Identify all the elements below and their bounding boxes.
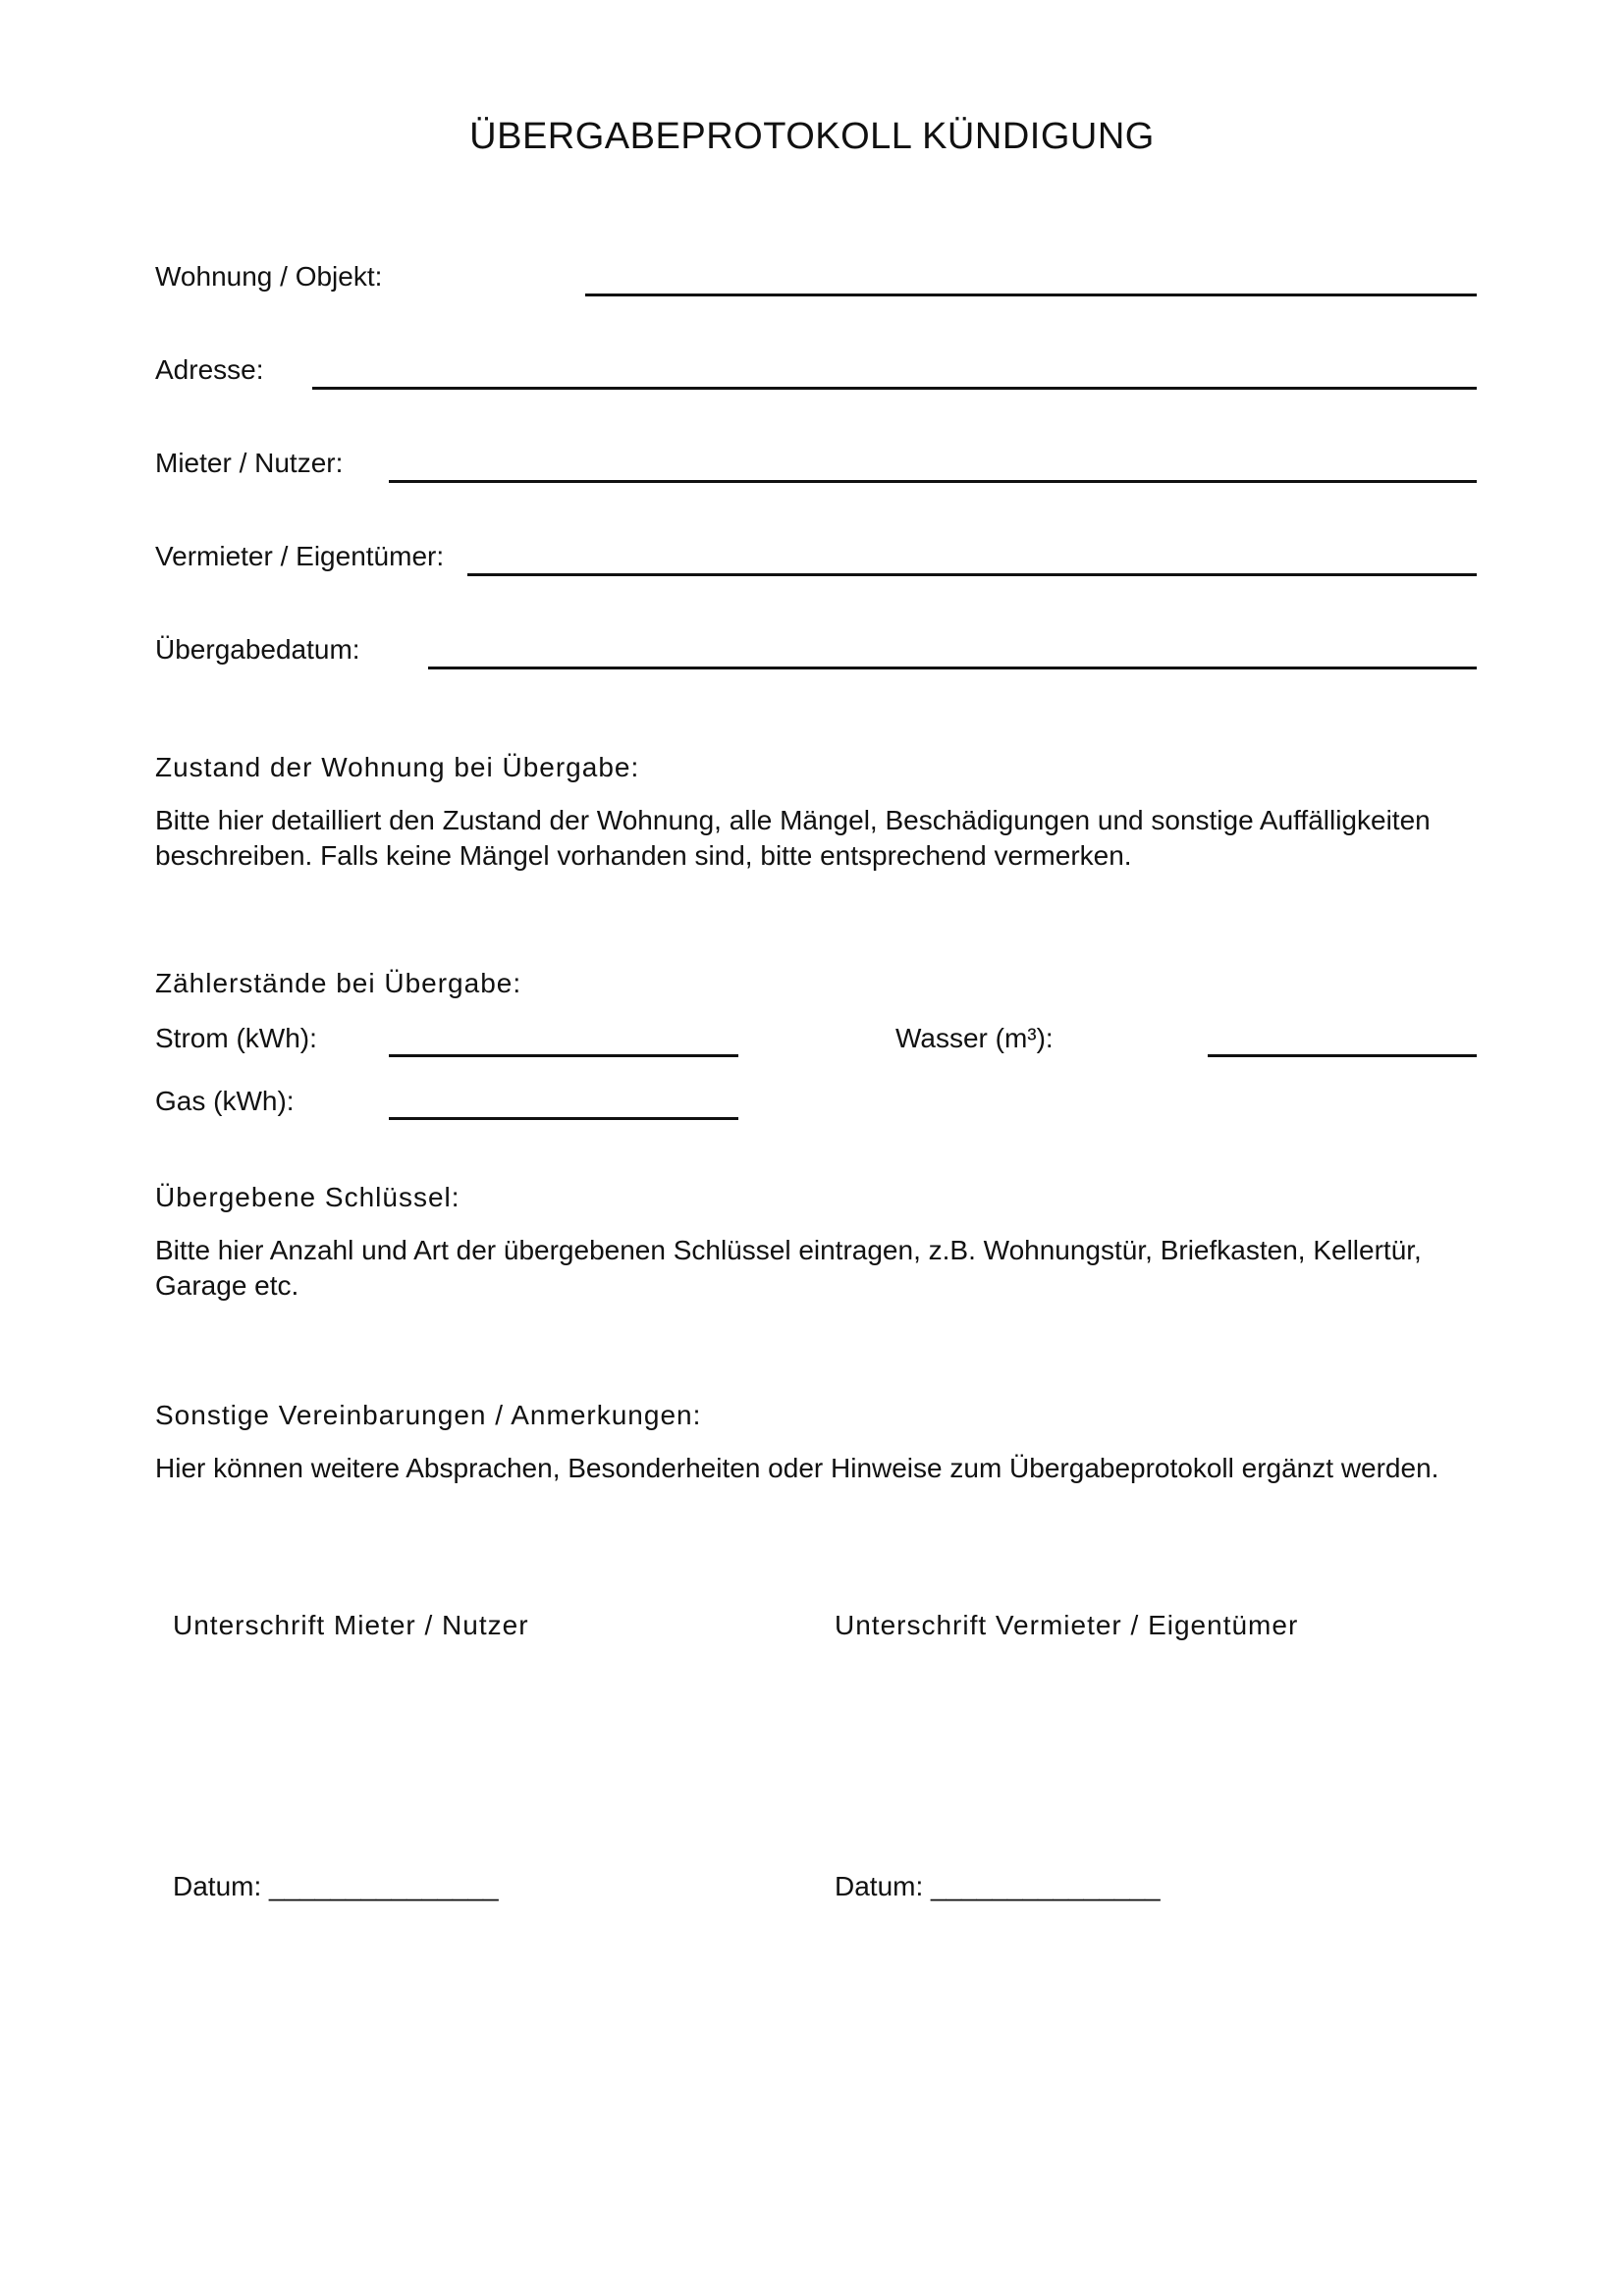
field-label-mieter: Mieter / Nutzer:: [155, 448, 344, 478]
signature-label-tenant: Unterschrift Mieter / Nutzer: [173, 1610, 529, 1640]
field-line-mieter[interactable]: [389, 480, 1477, 483]
keys-text: Bitte hier Anzahl und Art der übergebenen Schlüssel eintragen, z.B. Wohnungstür, Briefkasten, Kellertür, Garage etc.: [155, 1235, 1422, 1301]
field-line-vermieter[interactable]: [467, 573, 1477, 576]
keys-heading: Übergebene Schlüssel:: [155, 1182, 460, 1212]
condition-heading: Zustand der Wohnung bei Übergabe:: [155, 752, 640, 782]
notes-heading: Sonstige Vereinbarungen / Anmerkungen:: [155, 1400, 702, 1430]
meters-heading: Zählerstände bei Übergabe:: [155, 968, 522, 998]
field-line-wohnung[interactable]: [585, 294, 1477, 296]
signature-date-landlord[interactable]: Datum: _______________: [835, 1871, 1161, 1901]
notes-text: Hier können weitere Absprachen, Besonderheiten oder Hinweise zum Übergabeprotokoll ergänzt werden.: [155, 1453, 1439, 1483]
meter-label-strom: Strom (kWh):: [155, 1023, 317, 1053]
meter-label-gas: Gas (kWh):: [155, 1086, 295, 1116]
meter-line-gas[interactable]: [389, 1117, 738, 1120]
field-label-wohnung: Wohnung / Objekt:: [155, 261, 383, 292]
document-title: ÜBERGABEPROTOKOLL KÜNDIGUNG: [469, 116, 1155, 157]
field-label-adresse: Adresse:: [155, 354, 264, 385]
signature-date-tenant[interactable]: Datum: _______________: [173, 1871, 499, 1901]
field-label-uebergabedatum: Übergabedatum:: [155, 634, 360, 665]
meter-label-wasser: Wasser (m³):: [895, 1023, 1054, 1053]
field-line-adresse[interactable]: [312, 387, 1477, 390]
field-line-uebergabedatum[interactable]: [428, 667, 1477, 669]
signature-label-landlord: Unterschrift Vermieter / Eigentümer: [835, 1610, 1299, 1640]
meter-line-wasser[interactable]: [1208, 1054, 1477, 1057]
condition-text: Bitte hier detailliert den Zustand der Wohnung, alle Mängel, Beschädigungen und sonstige Auffälligkeiten beschreiben. Falls keine Mängel vorhanden sind, bitte entsprechend vermerken.: [155, 805, 1431, 871]
meter-line-strom[interactable]: [389, 1054, 738, 1057]
field-label-vermieter: Vermieter / Eigentümer:: [155, 541, 445, 571]
